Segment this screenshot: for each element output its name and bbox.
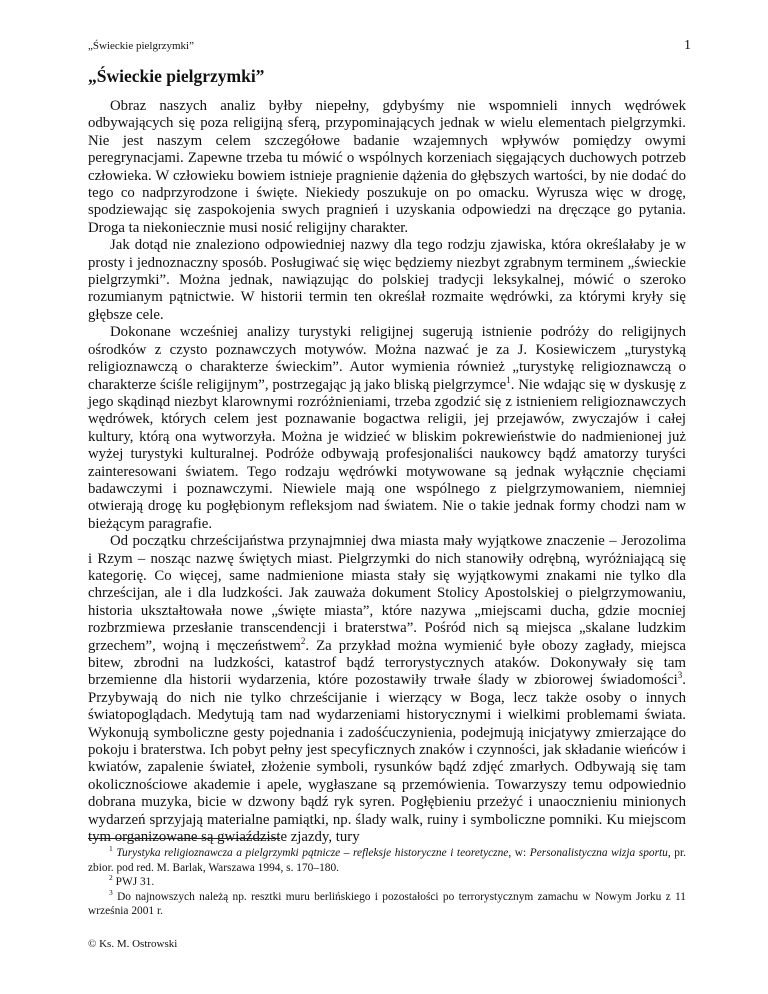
running-header-title: „Świeckie pielgrzymki” [88,40,194,52]
copyright-footer: © Ks. M. Ostrowski [88,938,178,950]
footnote-3 [88,887,686,919]
footnote-marker: 3 [109,887,113,897]
footnote-italic-title: Turystyka religioznawcza a pielgrzymki pątnicze – refleksje historyczne i teoretyczne [116,847,509,859]
footnote-italic-title: Personalistyczna wizja sportu [529,847,668,859]
footnote-divider [88,838,280,839]
footnote-text: Do najnowszych należą np. resztki muru berlińskiego i pozostałości po terrorystycznym zamachu w Nowym Jorku z 11 września 2001 r. [88,890,686,918]
paragraph-text: Obraz naszych analiz byłby niepełny, gdybyśmy nie wspomnieli innych wędrówek odbywających się poza religijną sferą, przypominających jednak w wielu elementach pielgrzymki. Nie jest naszym celem szczegółowe badanie wzajemnych wpływów pomiędzy owymi peregrynacjami. Zapewne trzeba tu mówić o wspólnych korzeniach sięgających duchowych potrzeb człowieka. W człowieku bowiem istnieje pragnienie dążenia do głębszych wartości, by nie dodać do tego co nadprzyrodzone i święte. Niekiedy poszukuje on po omacku. Wyrusza więc w drogę, spodziewając się zaspokojenia swych pragnień i uzyskania odpowiedzi na dręczące go pytania. Droga ta niekoniecznie musi nosić religijny charakter. [88,98,686,236]
footnote-ref-2[interactable]: 2 [300,635,306,646]
paragraph-4 [88,533,686,846]
footnote-marker: 2 [109,873,113,883]
paragraph-1 [88,98,686,237]
footnote-1 [88,846,686,875]
paragraph-text: . Za przykład można wymienić byłe obozy zagłady, miejsca bitew, zbrodni na ludzkości, katastrof bądź terrorystycznych ataków. Dokonywały się tam brzemienne dla historii wydarzenia, które pozostawiły trwałe ślady w zbiorowej świadomości [88,637,686,689]
footnote-marker: 1 [109,844,113,854]
footnote-ref-1[interactable]: 1 [506,374,511,385]
footnote-2 [88,875,686,890]
section-title: „Świeckie pielgrzymki” [88,66,265,86]
paragraph-text: Jak dotąd nie znaleziono odpowiedniej nazwy dla tego rodzju zjawiska, która określałaby je w prosty i jednoznaczny sposób. Posługiwać się więc będziemy niezbyt zgrabnym terminem „świeckie pielgrzymki”. Można jednak, nawiązując do polskiej tradycji leksykalnej, mówić o szeroko rozumianym pątnictwie. W historii termin ten określał rozmaite wędrówki, za którymi kryły się głębsze cele. [88,237,686,323]
paragraph-text: . Przybywają do nich nie tylko chrześcijanie i wierzący w Boga, lecz także osoby o innych światopoglądach. Medytują tam nad wydarzeniami historycznymi i wielkimi problemami świata. Wykonują symboliczne gesty pojednania i zadośćuczynienia, podejmują inicjatywy zmierzające do pokoju i braterstwa. Ich pobyt pełny jest specyficznych znaków i czynności, jak składanie wieńców i kwiatów, zapalenie świateł, złożenie symboli, rysunków bądź zdjęć zmarłych. Odbywają się tam okolicznościowe akademie i apele, wygłaszane są przemówienia. Towarzyszy temu odpowiednio dobrana muzyka, bicie w dzwony bądź ryk syren. Pogłębieniu przeżyć i unaocznieniu minionych wydarzeń sprzyjają materialne pamiątki, np. ślady walk, ruiny i symboliczne pomniki. Ku miejscom tym organizowane są gwiaździste zjazdy, tury [88,672,686,846]
footnote-text: PWJ 31. [115,876,155,889]
footnotes [88,846,686,919]
paragraph-3 [88,324,686,533]
paragraph-text: . Nie wdając się w dyskusję z jego skądinąd niezbyt klarownymi rozróżnieniami, trzeba zgodzić się z istnieniem religioznawczych wędrówek, których celem jest poznawanie bogactwa religii, jej przejawów, zwyczajów i całej kultury, którą ona wytworzyła. Można je widzieć w bliskim pokrewieństwie do nadmienionej już wyżej turystyki kulturalnej. Podróże odbywają profesjonaliści naukowcy bądź amatorzy turyści zainteresowani światem. Tego rodzaju wędrówki motywowane są jednak wyłącznie chęciami badawczymi i poznawczymi. Niewiele mają one wspólnego z pielgrzymowaniem, niemniej otwierają drogę ku pogłębionym refleksjom nad światem. Nie o takie jednak formy chodzi nam w bieżącym paragrafie. [88,376,686,532]
paragraph-2 [88,237,686,324]
footnote-ref-3[interactable]: 3 [677,670,683,681]
body-text [88,98,686,846]
footnote-text: , w: [508,847,530,859]
page-number: 1 [684,38,691,53]
paragraph-text: Dokonane wcześniej analizy turystyki religijnej sugerują istnienie podróży do religijnych ośrodków z czysto poznawczych motywów. Można nazwać je za J. Kosiewiczem „turystyką religioznawczą o charakterze świeckim”. Autor wymienia również „turystykę religioznawczą o charakterze ściśle religijnym”, postrzegając ją jako bliską pielgrzymce [88,324,686,393]
footnote-text: , pr. zbior. pod red. M. Barlak, Warszawa 1994, s. 170–180. [88,847,686,874]
paragraph-text: Od początku chrześcijaństwa przynajmniej dwa miasta mały wyjątkowe znaczenie – Jerozolima i Rzym – nosząc nazwę świętych miast. Pielgrzymki do nich stanowiły odrębną, wyróżniającą się kategorię. Co więcej, same nadmienione miasta stały się wyjątkowymi znakami nie tylko dla chrześcijan, ale i dla ludzkości. Jak zauważa dokument Stolicy Apostolskiej o pielgrzymowaniu, historia ukształtowała nowe „święte miasta”, które nazywa „miejscami ducha, gdzie mocniej rozbrzmiewa przesłanie transcendencji i braterstwa”. Pośród nich są miejsca „skalane ludzkim grzechem”, wojną i męczeństwem [88,533,686,654]
